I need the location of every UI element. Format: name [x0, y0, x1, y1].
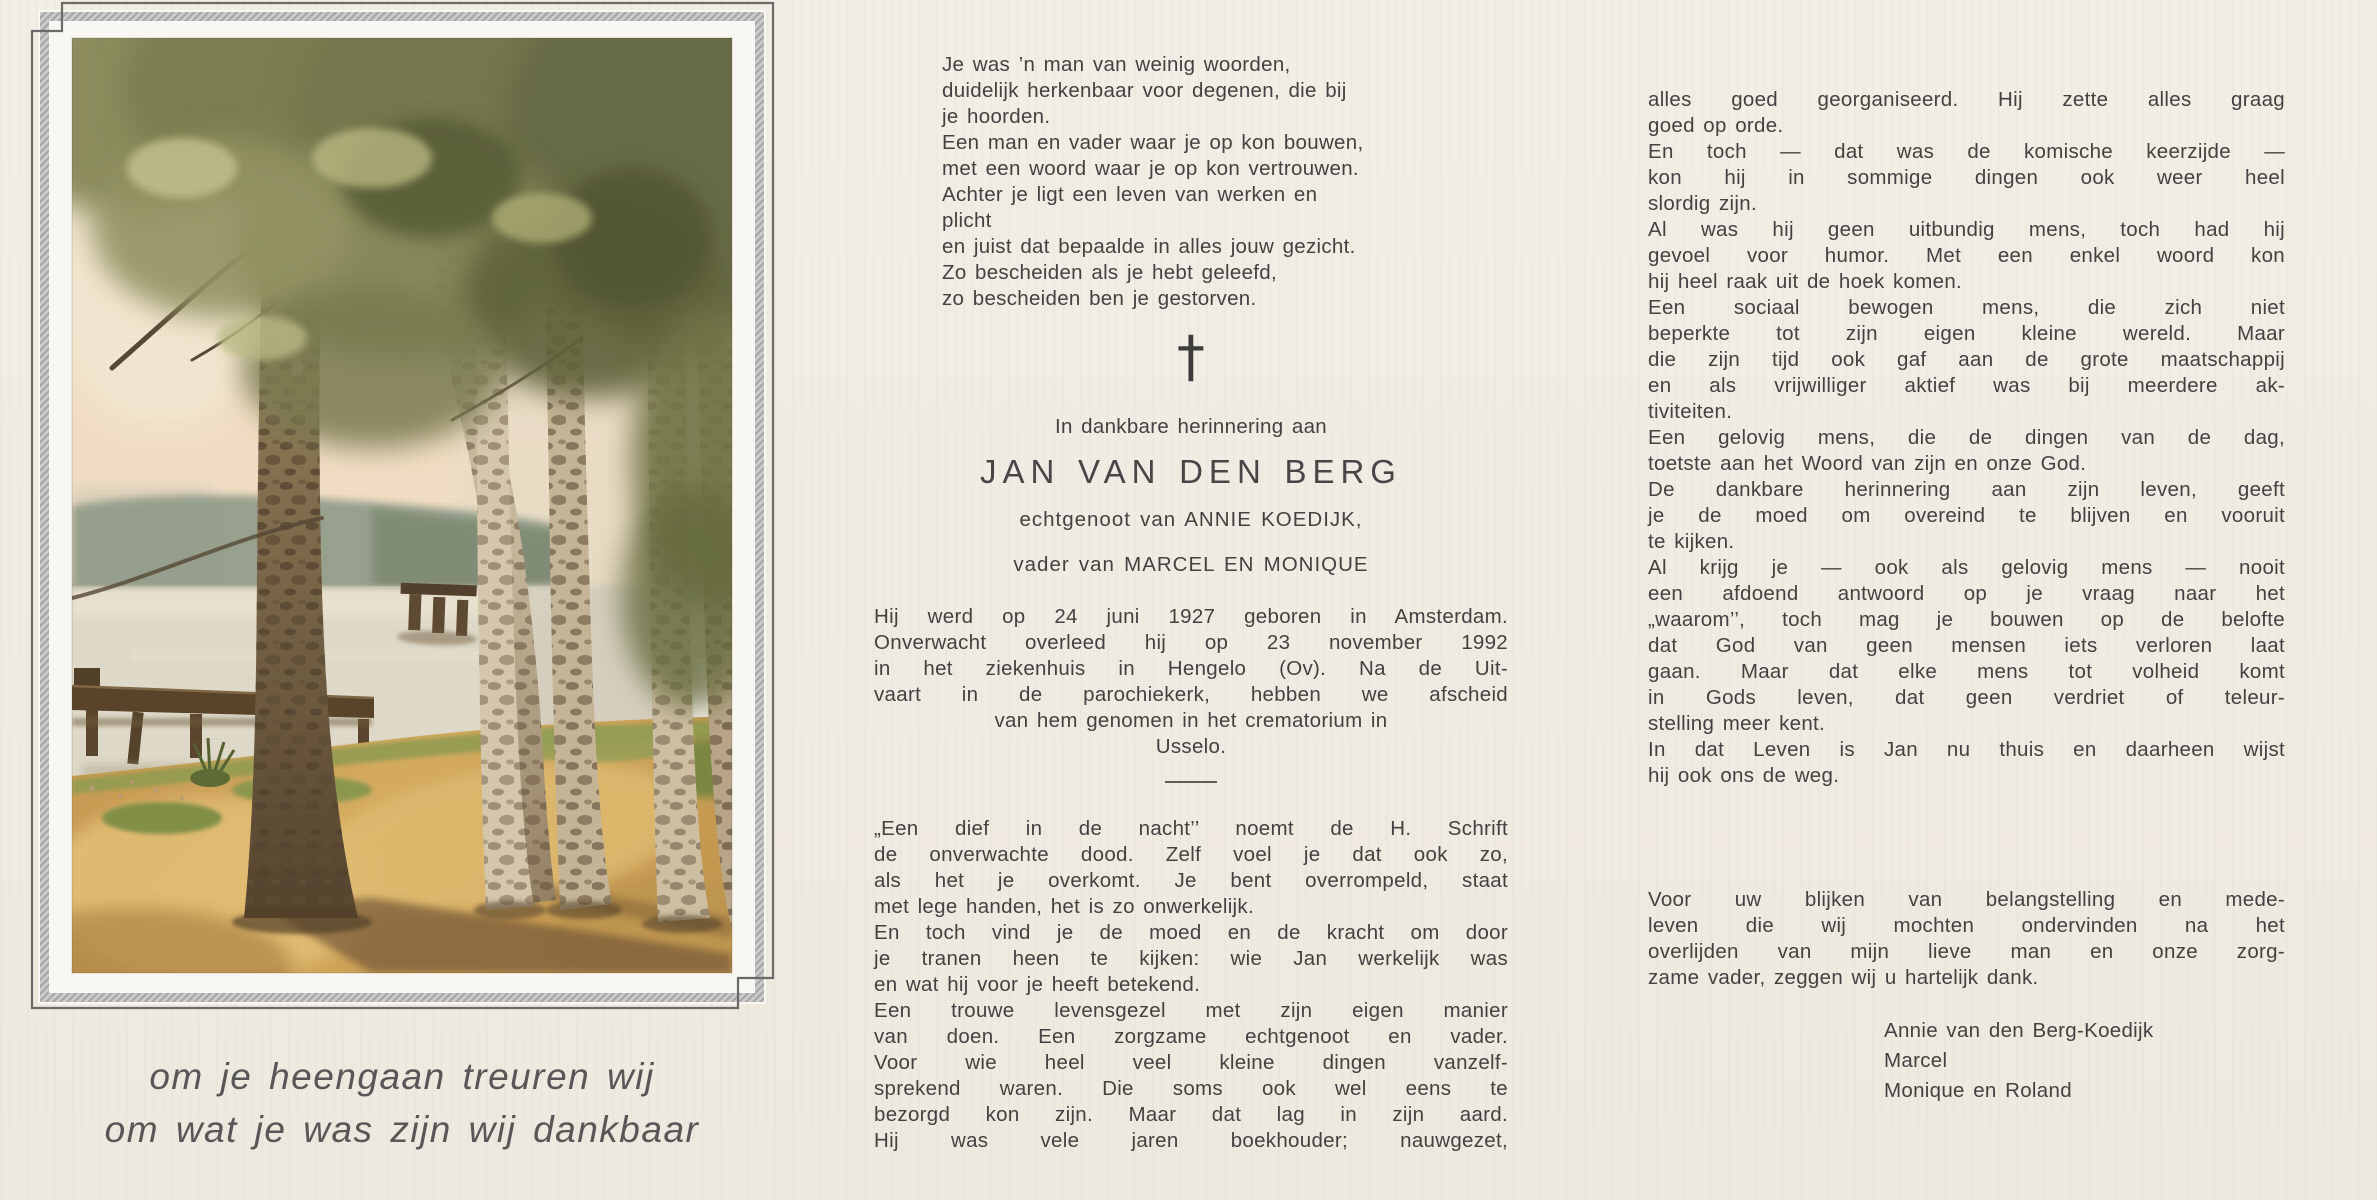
memorial-right-column: [1648, 87, 2285, 1106]
text-line: dat God van geen mensen iets verloren laat: [1648, 634, 2285, 657]
text-line: Zo bescheiden als je hebt geleefd,: [942, 261, 1277, 284]
photo-panel: [0, 0, 810, 1200]
caption-line-2: om wat je was zijn wij dankbaar: [104, 1109, 700, 1150]
text-line: Monique en Roland: [1884, 1079, 2072, 1102]
text-line: met lege handen, het is zo onwerkelijk.: [874, 895, 1254, 918]
deceased-name: JAN VAN DEN BERG: [980, 453, 1402, 490]
cross-symbol: †: [1176, 325, 1206, 390]
text-line: Een trouwe levensgezel met zijn eigen manier: [874, 999, 1508, 1022]
text-line: met een woord waar je op kon vertrouwen.: [942, 157, 1359, 180]
text-line: Een sociaal bewogen mens, die zich niet: [1648, 296, 2285, 319]
text-line: duidelijk herkenbaar voor degenen, die bij: [942, 79, 1347, 102]
text-line: stelling meer kent.: [1648, 712, 1826, 735]
text-line: Al was hij geen uitbundig mens, toch had hij: [1648, 218, 2285, 241]
text-line: kon hij in sommige dingen ook weer heel: [1648, 166, 2285, 189]
text-line: Voor wie heel veel kleine dingen vanzelf-: [874, 1051, 1508, 1074]
text-line: Je was ’n man van weinig woorden,: [942, 53, 1291, 76]
birch-lake-scene: [0, 0, 810, 1028]
photo-caption: [30, 1050, 774, 1156]
text-line: goed op orde.: [1648, 114, 1784, 137]
text-line: Onverwacht overleed hij op 23 november 1992: [874, 631, 1508, 654]
text-line: Achter je ligt een leven van werken en: [942, 183, 1318, 206]
text-line: Hij werd op 24 juni 1927 geboren in Amsterdam.: [874, 605, 1508, 628]
spouse-line: echtgenoot van ANNIE KOEDIJK,: [1019, 508, 1363, 531]
text-line: Al krijg je — ook als gelovig mens — nooit: [1648, 556, 2285, 579]
text-line: beperkte tot zijn eigen kleine wereld. Maar: [1648, 322, 2285, 345]
text-line: hij heel raak uit de hoek komen.: [1648, 270, 1963, 293]
text-line: De dankbare herinnering aan zijn leven, geeft: [1648, 478, 2285, 501]
text-line: tiviteiten.: [1648, 400, 1733, 423]
text-line: te kijken.: [1648, 530, 1735, 553]
text-line: Marcel: [1884, 1049, 1948, 1072]
text-line: die zijn tijd ook gaf aan de grote maatschappij: [1648, 348, 2285, 371]
text-line: gevoel voor humor. Met een enkel woord kon: [1648, 244, 2285, 267]
text-line: van doen. Een zorgzame echtgenoot en vader.: [874, 1025, 1508, 1048]
remembrance-intro: In dankbare herinnering aan: [1054, 415, 1328, 438]
text-line: En toch vind je de moed en de kracht om door: [874, 921, 1508, 944]
memorial-center-column: [874, 52, 1508, 1154]
divider-rule: [1165, 781, 1217, 783]
text-line: en juist dat bepaalde in alles jouw gezicht.: [942, 235, 1356, 258]
text-line: je de moed om overeind te blijven en vooruit: [1648, 504, 2285, 527]
text-line: Usselo.: [1155, 735, 1227, 758]
text-line: in het ziekenhuis in Hengelo (Ov). Na de Uit-: [874, 657, 1508, 680]
text-line: de onverwachte dood. Zelf voel je dat ook zo,: [874, 843, 1508, 866]
text-line: In dat Leven is Jan nu thuis en daarheen wijst: [1648, 738, 2285, 761]
text-line: „waarom’’, toch mag je bouwen op de belofte: [1648, 608, 2285, 631]
thanks-text: [1648, 887, 2285, 991]
text-line: hij ook ons de weg.: [1648, 764, 1840, 787]
children-line: vader van MARCEL EN MONIQUE: [1013, 553, 1369, 576]
reflection-text: [874, 816, 1508, 1154]
text-line: slordig zijn.: [1648, 192, 1757, 215]
framed-birch-lake-photo: [0, 0, 810, 1060]
text-line: overlijden van mijn lieve man en onze zorg-: [1648, 940, 2285, 963]
text-line: leven die wij mochten ondervinden na het: [1648, 914, 2285, 937]
text-line: en als vrijwilliger aktief was bij meerdere ak-: [1648, 374, 2285, 397]
text-line: Een gelovig mens, die de dingen van de dag,: [1648, 426, 2285, 449]
memory-text: [1648, 87, 2285, 789]
family-signatures: [1648, 1016, 2285, 1106]
text-line: in Gods leven, dat geen verdriet of teleur-: [1648, 686, 2285, 709]
text-line: zame vader, zeggen wij u hartelijk dank.: [1648, 966, 2039, 989]
text-line: alles goed georganiseerd. Hij zette alles graag: [1648, 88, 2285, 111]
text-line: als het je overkomt. Je bent overrompeld, staat: [874, 869, 1508, 892]
text-line: je hoorden.: [942, 105, 1051, 128]
text-line: Hij was vele jaren boekhouder; nauwgezet,: [874, 1129, 1508, 1152]
text-line: Annie van den Berg-Koedijk: [1884, 1019, 2154, 1042]
opening-poem: [874, 52, 1508, 312]
text-line: van hem genomen in het crematorium in: [994, 709, 1388, 732]
life-details: [874, 604, 1508, 760]
text-line: gaan. Maar dat elke mens tot volheid komt: [1648, 660, 2285, 683]
text-line: zo bescheiden ben je gestorven.: [942, 287, 1257, 310]
text-line: en wat hij voor je heeft betekend.: [874, 973, 1201, 996]
text-line: vaart in de parochiekerk, hebben we afscheid: [874, 683, 1508, 706]
text-line: bezorgd kon zijn. Maar dat lag in zijn aard.: [874, 1103, 1508, 1126]
text-line: Voor uw blijken van belangstelling en mede-: [1648, 888, 2285, 911]
text-line: een afdoend antwoord op je vraag naar het: [1648, 582, 2285, 605]
caption-line-1: om je heengaan treuren wij: [149, 1056, 655, 1097]
text-line: je tranen heen te kijken: wie Jan werkelijk was: [874, 947, 1508, 970]
text-line: sprekend waren. Die soms ook wel eens te: [874, 1077, 1508, 1100]
text-line: „Een dief in de nacht’’ noemt de H. Schrift: [874, 817, 1508, 840]
text-line: Een man en vader waar je op kon bouwen,: [942, 131, 1364, 154]
text-line: plicht: [942, 209, 992, 232]
text-line: toetste aan het Woord van zijn en onze God.: [1648, 452, 2087, 475]
text-line: En toch — dat was de komische keerzijde —: [1648, 140, 2285, 163]
